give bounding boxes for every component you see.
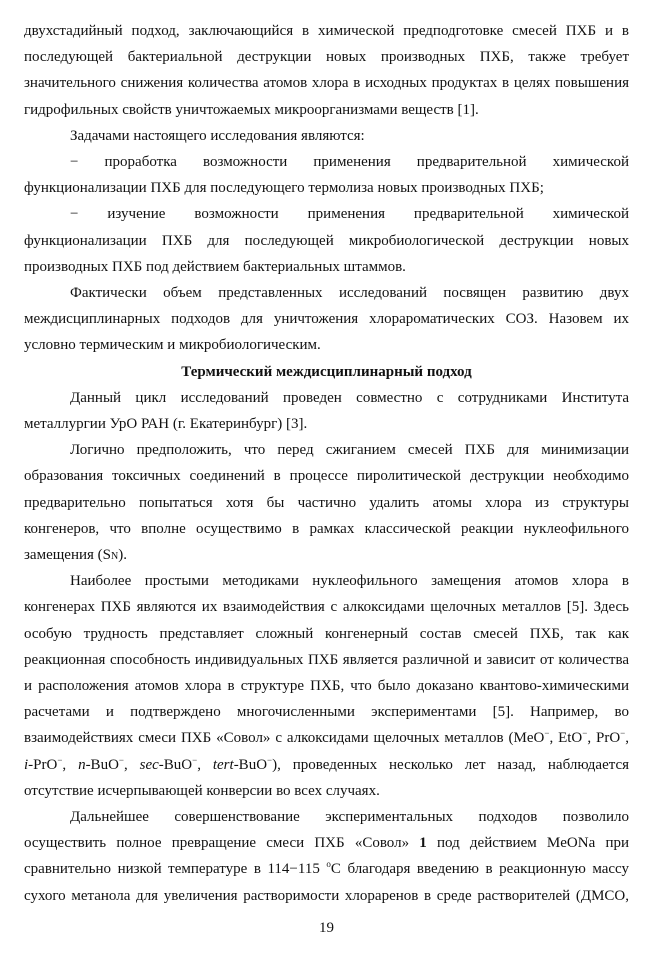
- text-segment: конгенеров, что вполне осуществимо в рамках классической реакции нуклеофильного: [24, 520, 629, 537]
- text-segment: осуществить полное превращение смеси ПХБ «Совол»: [24, 835, 420, 852]
- text-line: [24, 20, 629, 42]
- text-segment: двухстадийный подход, заключающийся в химической предподготовке смесей ПХБ и в: [24, 23, 629, 39]
- text-line: [24, 596, 629, 618]
- text-segment: о: [326, 859, 331, 870]
- text-segment: Данный цикл исследований проведен совместно с сотрудниками Института: [70, 389, 629, 406]
- text-segment: Термический междисциплинарный подход: [181, 363, 472, 380]
- text-line: [70, 125, 629, 147]
- text-line: [24, 46, 629, 68]
- text-line: [24, 256, 629, 278]
- text-segment: сухого метанола для увеличения растворимости хлораренов в среде растворителей (ДМСО,: [24, 887, 629, 904]
- text-line: [24, 177, 629, 199]
- text-line: [70, 570, 629, 592]
- text-line: [70, 387, 629, 409]
- text-segment: функционализации ПХБ для последующей микробиологической деструкции новых: [24, 232, 629, 249]
- text-line: [70, 439, 629, 461]
- text-line: [24, 701, 629, 723]
- text-segment: −: [192, 754, 198, 765]
- text-line: [24, 308, 629, 330]
- text-line: [24, 623, 629, 645]
- text-line: [24, 334, 629, 356]
- text-segment: конгенерах ПХБ являются их взаимодействия с алкоксидами щелочных металлов [5]. Здесь: [24, 599, 629, 616]
- text-segment: значительного снижения количества атомов хлора в исходных продуктах в целях повышения: [24, 75, 629, 92]
- text-segment: −: [118, 754, 124, 765]
- text-line: [24, 727, 629, 749]
- text-segment: особую трудность представляет сложный конгенерный состав смесей ПХБ, так как: [24, 625, 629, 642]
- text-line: [24, 492, 629, 514]
- text-segment: , PrO: [587, 730, 621, 747]
- section-heading: [24, 361, 629, 383]
- text-segment: ).: [118, 547, 127, 563]
- text-segment: расчетами и подтверждено многочисленными экспериментами [5]. Например, во: [24, 704, 629, 721]
- text-segment: реакционная способность индивидуальных ПХБ является различной и зависит от количества: [24, 651, 629, 668]
- text-segment: замещения (S: [24, 547, 111, 563]
- text-segment: Наиболее простыми методиками нуклеофильного замещения атомов хлора в: [70, 573, 629, 590]
- text-line: [24, 230, 629, 252]
- text-segment: -BuO: [158, 756, 193, 773]
- text-segment: -PrO: [28, 756, 58, 773]
- text-segment: междисциплинарных подходов для уничтожения хлорароматических СОЗ. Назовем их: [24, 311, 629, 328]
- text-segment: −: [267, 754, 273, 765]
- text-segment: tert: [212, 756, 234, 773]
- text-segment: образования токсичных соединений в процессе пиролитической деструкции необходимо: [24, 468, 629, 485]
- text-segment: сравнительно низкой температуре в 114−115: [24, 861, 327, 878]
- text-segment: Дальнейшее совершенствование экспериментальных подходов позволило: [70, 809, 629, 825]
- text-segment: ,: [62, 756, 79, 773]
- text-line: [24, 99, 629, 121]
- text-segment: ,: [123, 756, 140, 773]
- text-segment: ,: [625, 730, 629, 747]
- text-segment: −: [544, 728, 550, 739]
- text-segment: Логично предположить, что перед сжиганием смесей ПХБ для минимизации: [70, 442, 629, 459]
- text-segment: ), проведенных несколько лет назад, наблюдается: [272, 756, 630, 773]
- text-segment: производных ПХБ под действием бактериальных штаммов.: [24, 258, 406, 275]
- text-segment: 1: [419, 835, 427, 852]
- text-line: [70, 806, 629, 828]
- text-line: [24, 413, 629, 435]
- text-line: [70, 151, 629, 173]
- text-line: [24, 649, 629, 671]
- text-segment: и расположения атомов хлора в структуре ПХБ, что было доказано квантово-химическими: [24, 678, 629, 694]
- text-segment: предварительно попытаться хотя бы частично удалить атомы хлора из структуры: [24, 494, 629, 511]
- text-line: [24, 675, 629, 697]
- text-segment: условно термическим и микробиологическим.: [24, 337, 321, 354]
- text-segment: Фактически объем представленных исследований посвящен развитию двух: [70, 285, 629, 301]
- text-segment: −: [582, 728, 588, 739]
- text-segment: отсутствие исчерпывающей конверсии во всех случаях.: [24, 782, 380, 799]
- text-segment: последующей бактериальной деструкции новых производных ПХБ, также требует: [24, 49, 629, 66]
- page-number: 19: [319, 920, 334, 936]
- text-segment: i: [24, 756, 29, 773]
- text-segment: −: [620, 728, 626, 739]
- text-line: [24, 885, 629, 907]
- text-segment: С благодаря введению в реакционную массу: [330, 861, 629, 878]
- text-line: [24, 518, 629, 540]
- text-line: [24, 544, 629, 566]
- text-line: [70, 203, 629, 225]
- text-segment: функционализации ПХБ для последующего термолиза новых производных ПХБ;: [24, 180, 544, 197]
- text-segment: N: [110, 551, 119, 562]
- text-line: [24, 754, 629, 776]
- text-line: [70, 282, 629, 304]
- text-segment: -BuO: [85, 756, 119, 773]
- text-segment: n: [78, 756, 86, 773]
- text-segment: металлургии УрО РАН (г. Екатеринбург) [3].: [24, 416, 308, 432]
- text-segment: , EtO: [549, 730, 583, 747]
- text-line: [24, 858, 629, 880]
- text-segment: Задачами настоящего исследования являются:: [70, 127, 365, 144]
- text-segment: гидрофильных свойств уничтожаемых микроорганизмами веществ [1].: [24, 101, 479, 118]
- text-segment: под действием MeONa при: [426, 835, 629, 852]
- text-segment: ,: [197, 756, 213, 773]
- text-line: [24, 465, 629, 487]
- text-line: [24, 72, 629, 94]
- text-segment: sec: [139, 756, 159, 773]
- text-segment: − проработка возможности применения предварительной химической: [70, 154, 629, 170]
- text-line: [24, 832, 629, 854]
- text-segment: − изучение возможности применения предварительной химической: [70, 206, 629, 223]
- text-segment: взаимодействиях смеси ПХБ «Совол» с алкоксидами щелочных металлов (MeO: [24, 730, 545, 747]
- text-line: [24, 780, 629, 802]
- text-segment: −: [57, 754, 63, 765]
- text-segment: -BuO: [233, 756, 268, 773]
